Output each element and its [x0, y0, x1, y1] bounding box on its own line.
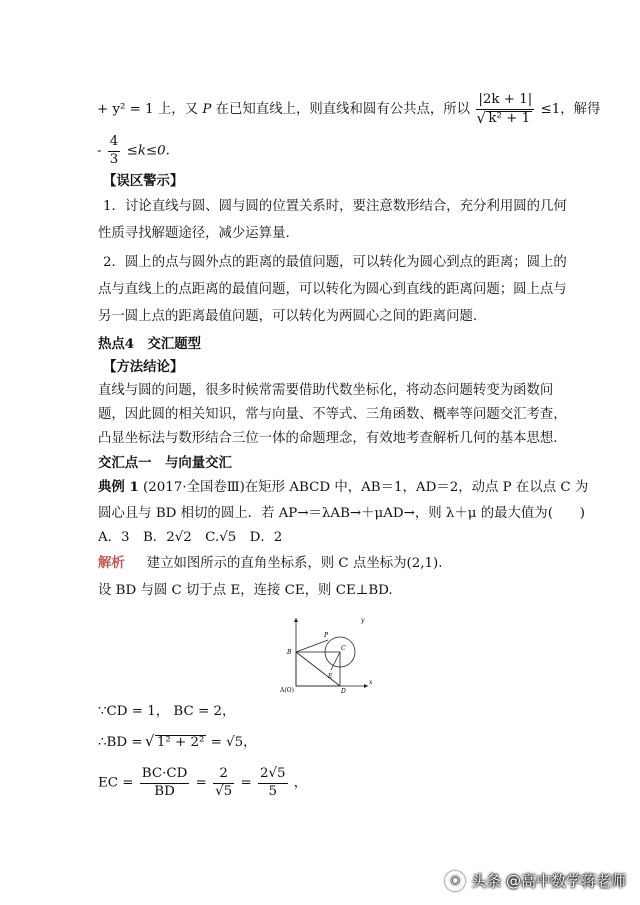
fraction-numerator: 2	[213, 767, 234, 784]
text-fragment: + y² = 1 上，又	[97, 102, 199, 118]
fraction-denominator	[476, 110, 534, 127]
label-origin: A(O)	[280, 687, 294, 694]
text-line-1	[97, 93, 600, 126]
fraction	[140, 767, 190, 799]
fraction-numerator: BC·CD	[140, 767, 190, 784]
label-x: x	[369, 679, 373, 686]
label-d: D	[341, 688, 346, 694]
method-line-1: 直线与圆的问题，很多时候常需要借助代数坐标化，将动态问题转变为函数问	[98, 383, 554, 398]
x-axis-arrow	[364, 684, 368, 688]
text-fragment: 建立如图所示的直角坐标系，则 C 点坐标为(2,1).	[146, 556, 443, 571]
solution-label: 解析	[98, 555, 125, 571]
sqrt	[147, 735, 207, 749]
calc-line-1: ∵CD = 1， BC = 2，	[98, 704, 236, 719]
fraction	[108, 135, 121, 167]
fraction-denominator: BD	[154, 783, 175, 799]
calc-line-2	[98, 735, 257, 749]
radicand: k² + 1	[488, 110, 531, 126]
label-b: B	[287, 649, 292, 656]
method-line-2: 题，因此圆的相关知识，常与向量、不等式、三角函数、概率等问题交汇考查，	[98, 407, 567, 422]
text-fragment: EC =	[98, 775, 134, 791]
para-2-line-1: 2．圆上的点与圆外点的距离的最值问题，可以转化为圆心到点的距离；圆上的	[103, 255, 567, 270]
para-1-line-2: 性质寻找解题途径，减少运算量.	[98, 226, 290, 241]
example-line-1	[98, 481, 588, 494]
fraction-denominator: √5	[215, 783, 233, 799]
example-line-2: 圆心且与 BD 相切的圆上．若 AP→＝λAB→＋μAD→，则 λ＋μ 的最大值为( )	[98, 506, 585, 521]
watermark	[445, 870, 626, 891]
segment-bp	[296, 640, 328, 652]
text-fragment: 在已知直线上，则直线和圆有公共点，所以	[215, 102, 471, 118]
text-line-2	[97, 135, 170, 167]
warn-header: 【误区警示】	[103, 173, 184, 189]
choices-line: A．3 B．2√2 C.√5 D．2	[98, 530, 283, 545]
equals-sign: =	[240, 775, 252, 791]
calc-line-3	[98, 767, 307, 799]
method-line-3: 凸显坐标法与数形结合三位一体的命题理念，有效地考查解析几何的基本思想.	[98, 431, 558, 446]
text-fragment: ∴BD =	[98, 735, 143, 750]
text-fragment: -	[97, 143, 102, 159]
text-fragment: ，	[293, 775, 308, 791]
geometry-diagram	[268, 612, 378, 694]
equals-sign: =	[195, 775, 207, 791]
segment-bd	[296, 652, 340, 686]
text-fragment: ≤k≤0.	[126, 143, 170, 159]
hot-topic-4: 热点4 交汇题型	[98, 336, 202, 352]
watermark-text: 头条 @高中数学蒋老师	[471, 872, 626, 890]
fraction	[213, 767, 234, 799]
fraction-denominator: 5	[268, 783, 277, 799]
text-fragment: ≤1，解得	[540, 102, 601, 118]
fraction	[258, 767, 288, 799]
y-axis-arrow	[294, 618, 298, 622]
solution-line-1	[98, 557, 443, 570]
fraction	[476, 93, 534, 126]
var-p: P	[202, 102, 212, 118]
label-c: C	[341, 645, 346, 652]
junction-point-1: 交汇点一 与向量交汇	[98, 455, 232, 471]
radicand: 1² + 2²	[156, 735, 205, 750]
text-fragment: (2017·全国卷Ⅲ)在矩形 ABCD 中，AB＝1，AD＝2，动点 P 在以点 C 为	[143, 480, 589, 495]
text-fragment: = √5，	[210, 735, 257, 750]
label-e: E	[328, 673, 333, 680]
sqrt	[478, 111, 532, 127]
fraction-numerator: |2k + 1|	[476, 93, 534, 110]
label-y: y	[361, 617, 365, 624]
para-1-line-1: 1．讨论直线与圆、圆与圆的位置关系时，要注意数形结合，充分利用圆的几何	[103, 199, 567, 214]
example-label: 典例 1	[98, 479, 139, 495]
camera-icon: ◉	[445, 871, 465, 891]
para-2-line-2: 点与直线上的点距离的最值问题，可以转化为圆心到直线的距离问题；圆上点与	[98, 282, 567, 297]
label-p: P	[324, 632, 329, 639]
fraction-numerator: 4	[108, 135, 121, 152]
fraction-denominator: 3	[109, 151, 119, 167]
solution-line-2: 设 BD 与圆 C 切于点 E，连接 CE，则 CE⊥BD.	[98, 583, 393, 598]
method-header: 【方法结论】	[103, 359, 184, 375]
fraction-numerator: 2√5	[258, 767, 288, 784]
para-2-line-3: 另一圆上点的距离最值问题，可以转化为两圆心之间的距离问题.	[98, 309, 478, 324]
